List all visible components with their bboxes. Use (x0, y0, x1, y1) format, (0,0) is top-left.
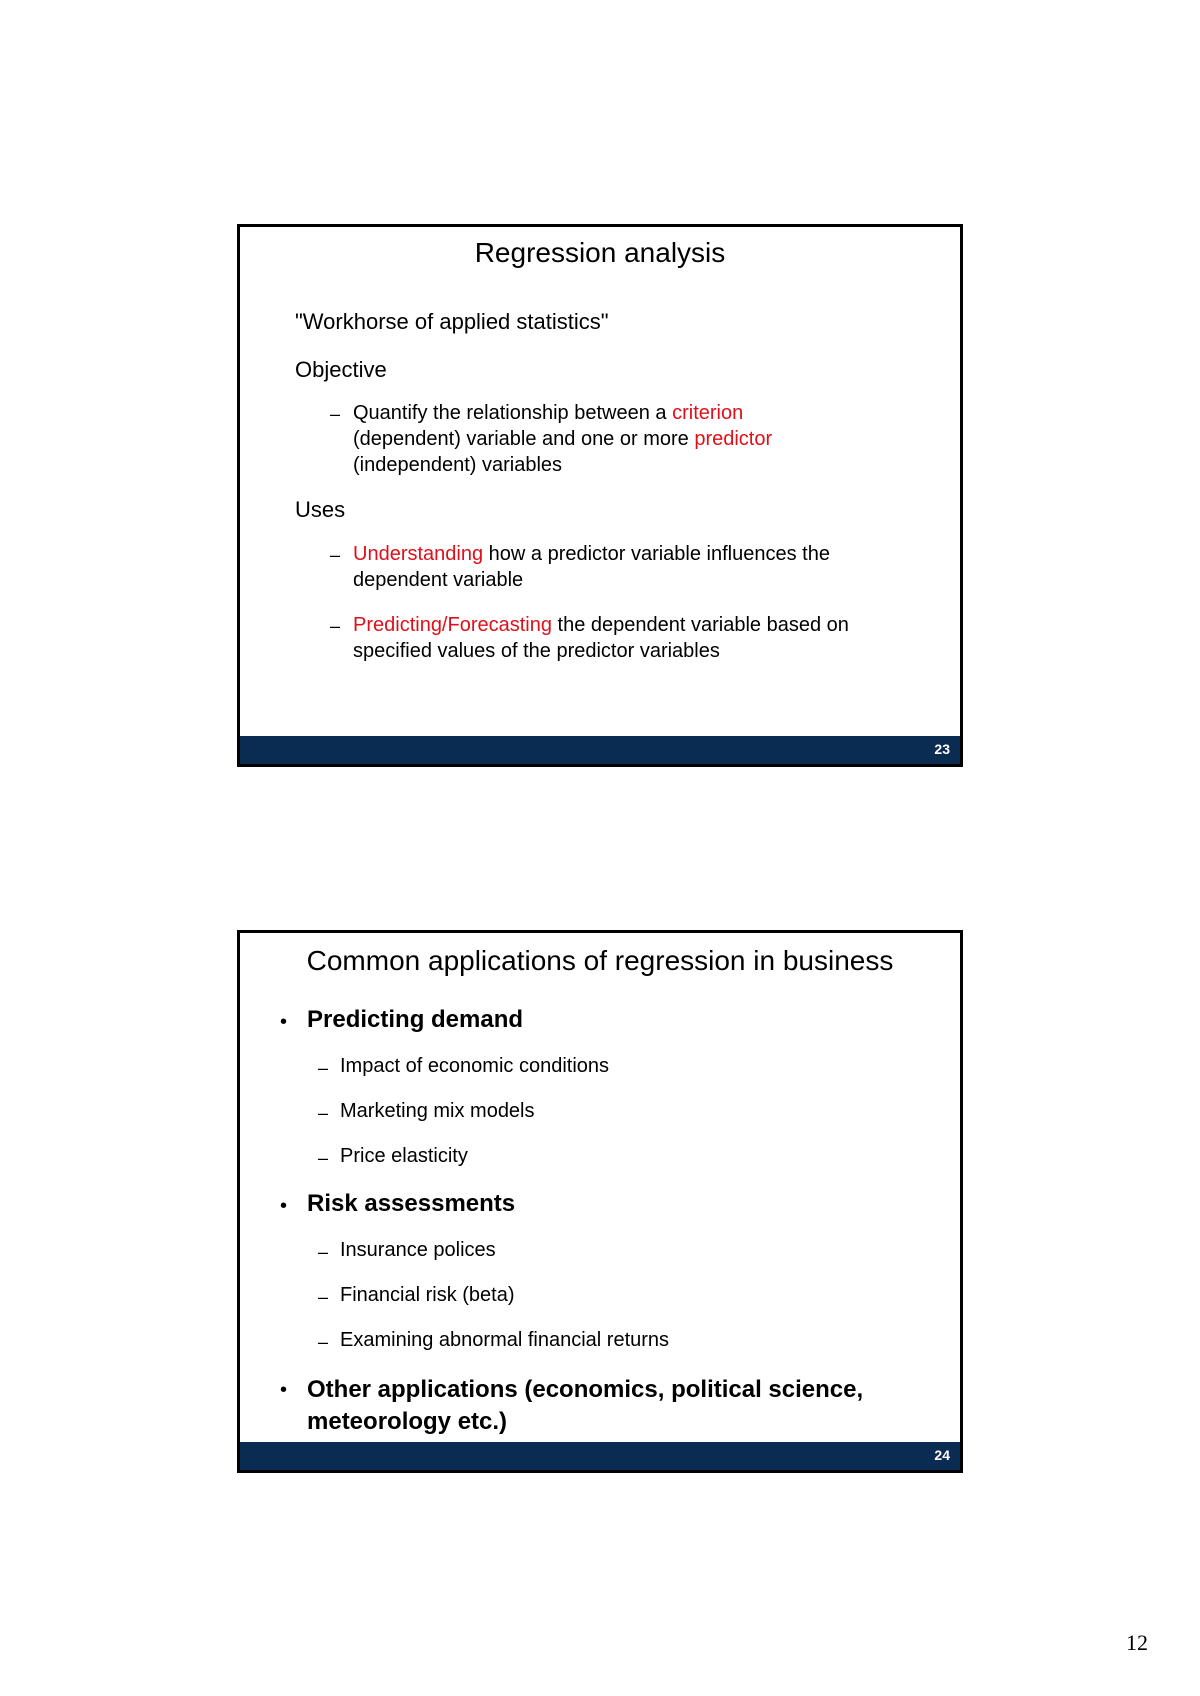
predicting-forecasting-term: Predicting/Forecasting (353, 614, 552, 636)
uses-item-predicting: Predicting/Forecasting the dependent variable based on specified values of the predictor variables (353, 614, 849, 662)
criterion-term: criterion (672, 402, 744, 424)
slide-footer (240, 1442, 960, 1470)
slide-24 (237, 930, 963, 1473)
uses-label: Uses (295, 497, 346, 522)
objective-line-3: (independent) variables (353, 454, 563, 476)
dash-icon: – (330, 616, 341, 636)
slide-number: 24 (934, 1447, 950, 1463)
objective-line-2: (dependent) variable and one or more predictor (353, 428, 773, 450)
dash-icon: – (318, 1287, 329, 1307)
list-item: Insurance polices (340, 1239, 496, 1261)
objective-label: Objective (295, 357, 387, 382)
slide-title: Regression analysis (474, 237, 726, 268)
list-item: Impact of economic conditions (340, 1055, 610, 1077)
slide-title: Common applications of regression in business (306, 945, 894, 976)
dash-icon: – (318, 1058, 329, 1078)
slide-footer (240, 736, 960, 764)
list-item: Price elasticity (340, 1145, 468, 1167)
uses-item-understanding: Understanding how a predictor variable influences the dependent variable (353, 543, 830, 591)
dash-icon: – (318, 1332, 329, 1352)
objective-line-1: Quantify the relationship between a criterion (353, 402, 744, 424)
dash-icon: – (318, 1242, 329, 1262)
objective-item (353, 400, 772, 478)
predictor-term: predictor (694, 428, 773, 450)
understanding-term: Understanding (353, 543, 484, 565)
list-item: Financial risk (beta) (340, 1284, 515, 1306)
group-heading-risk: Risk assessments (307, 1190, 516, 1217)
slide-number: 23 (934, 741, 950, 757)
bullet-icon: • (280, 1379, 288, 1401)
bullet-icon: • (280, 1195, 288, 1217)
quote-text: "Workhorse of applied statistics" (295, 309, 609, 334)
page-number: 12 (1126, 1630, 1148, 1655)
dash-icon: – (318, 1148, 329, 1168)
dash-icon: – (330, 404, 341, 424)
slide-23 (237, 224, 963, 767)
bullet-icon: • (280, 1011, 288, 1033)
list-item: Examining abnormal financial returns (340, 1329, 670, 1351)
dash-icon: – (330, 545, 341, 565)
list-item: Marketing mix models (340, 1100, 535, 1122)
dash-icon: – (318, 1103, 329, 1123)
group-heading-demand: Predicting demand (307, 1006, 524, 1033)
other-applications: Other applications (economics, political science, meteorology etc.) (307, 1376, 864, 1435)
